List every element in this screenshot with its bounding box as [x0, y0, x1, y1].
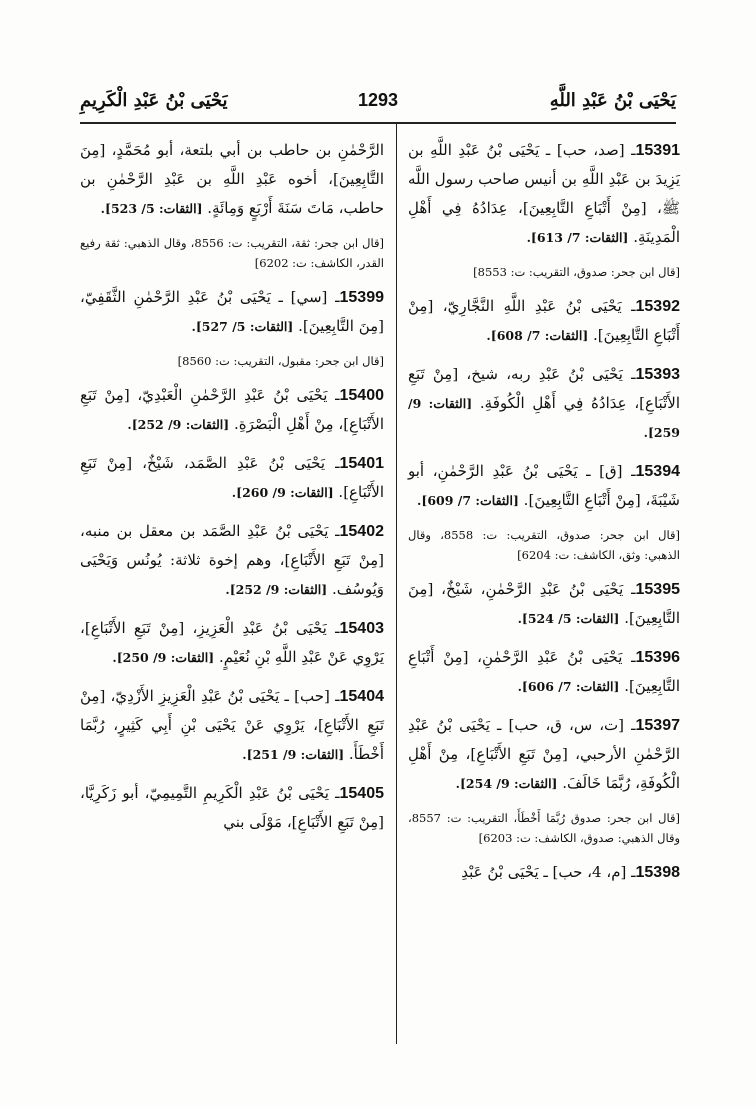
- biography-entry: [80, 283, 384, 341]
- entry-text: ـ يَحْيَى بْنُ عَبْدِ ربه، شيخ، [مِنْ تَبَعِ الأَتْبَاعِ]، عِدَادُهُ فِي أَهْلِ الْكُوفَةِ.: [408, 365, 680, 412]
- entry-number: 15396: [635, 649, 680, 666]
- source-reference: [الثقات: 7/ 606].: [517, 679, 620, 694]
- entry-number: 15404: [339, 688, 384, 705]
- entry-text: ـ [صد، حب] ـ يَحْيَى بْنُ عَبْدِ اللَّهِ بن يَزِيدَ بن عَبْدِ اللَّهِ بن أنيس صاحب رسول اللَّه ﷺ، [مِنْ أَتْبَاعِ التَّابِعِينَ]، عِدَادُهُ فِي أَهْلِ الْمَدِينَةِ.: [408, 141, 680, 246]
- source-reference: [الثقات: 9/ 259].: [408, 396, 680, 440]
- source-reference: [الثقات: 9/ 254].: [455, 776, 558, 791]
- citation-note: [قال ابن جحر: مقبول، التقريب: ت: 8560]: [177, 354, 384, 368]
- biography-entry: [80, 682, 384, 769]
- entry-number: 15398: [635, 864, 680, 881]
- entry-number: 15399: [339, 289, 384, 306]
- entry-number: 15401: [339, 455, 384, 472]
- source-reference: [الثقات: 9/ 250].: [112, 650, 215, 665]
- biography-entry: [80, 517, 384, 604]
- biography-entry: [408, 643, 680, 701]
- source-reference: [الثقات: 9/ 252].: [225, 582, 328, 597]
- biography-entry: [408, 575, 680, 633]
- biography-entry: [408, 292, 680, 350]
- source-reference: [الثقات: 9/ 251].: [242, 747, 345, 762]
- biography-entry: [80, 449, 384, 507]
- entry-text: ـ يَحْيَى بْنُ عَبْدِ الْعَزِيزِ، [مِنْ تَبَعِ الأَتْبَاعِ]، يَرْوِي عَنْ عَبْدِ اللَّهِ بْنِ نُعَيْمٍ.: [80, 619, 384, 666]
- biography-entry: [408, 136, 680, 252]
- running-title-right: يَحْيَى بْنُ عَبْدِ اللَّهِ: [549, 90, 676, 111]
- biography-entry: [408, 711, 680, 798]
- biography-entry: [408, 457, 680, 515]
- entry-text: ـ [م، 4، حب] ـ يَحْيَى بْنُ عَبْدِ: [461, 863, 636, 881]
- citation-note: [قال ابن جحر: ثقة، التقريب: ت: 8556، وقال الذهبي: ثقة رفيع القدر، الكاشف: ت: 6202]: [80, 236, 384, 270]
- biography-entry: [80, 136, 384, 223]
- entry-text: ـ يَحْيَى بْنُ عَبْدِ الرَّحْمٰنِ، [مِنْ أَتْبَاعِ التَّابِعِينَ].: [408, 648, 680, 695]
- source-reference: [الثقات: 7/ 609].: [417, 493, 519, 508]
- right-column: [408, 136, 680, 897]
- source-reference: [الثقات: 9/ 252].: [127, 417, 230, 432]
- citation-note: [قال ابن جحر: صدوق، التقريب: ت: 8553]: [473, 265, 680, 279]
- entry-number: 15403: [339, 620, 384, 637]
- source-reference: [الثقات: 5/ 524].: [517, 611, 620, 626]
- source-reference: [الثقات: 5/ 523].: [100, 201, 203, 216]
- left-column: [80, 136, 384, 847]
- entry-number: 15405: [339, 785, 384, 802]
- entry-text: ـ يَحْيَى بْنُ عَبْدِ الصَّمَد، شَيْخٌ، [مِنْ تَبَعِ الأَتْبَاعِ].: [80, 454, 384, 501]
- entry-number: 15392: [635, 298, 680, 315]
- entry-text: ـ يَحْيَى بْنُ عَبْدِ الْكَرِيمِ التَّمِيمِيّ، أبو زَكَرِيَّا، [مِنْ تَبَعِ الأَتْبَاعِ]، مَوْلَى بني: [80, 784, 384, 831]
- column-divider: [396, 124, 397, 1044]
- header-rule: [80, 122, 676, 124]
- entry-number: 15394: [635, 463, 680, 480]
- source-reference: [الثقات: 7/ 613].: [526, 230, 629, 245]
- entry-text: ـ يَحْيَى بْنُ عَبْدِ الرَّحْمٰنِ، شَيْخٌ، [مِنَ التَّابِعِينَ].: [408, 580, 680, 627]
- citation-note: [قال ابن جحر: صدوق، التقريب: ت: 8558، وقال الذهبي: وثق، الكاشف: ت: 6204]: [408, 528, 680, 562]
- citation-note: [قال ابن جحر: صدوق رُبَّمَا أَخْطَأَ، التقريب: ت: 8557، وقال الذهبي: صدوق، الكاشف: ت: 6203]: [408, 811, 680, 845]
- source-reference: [الثقات: 9/ 260].: [231, 485, 334, 500]
- biography-entry: [80, 381, 384, 439]
- entry-text: ـ يَحْيَى بْنُ عَبْدِ الرَّحْمٰنِ الْعَبْدِيّ، [مِنْ تَبَعِ الأَتْبَاعِ]، مِنْ أَهْلِ الْبَصْرَةِ.: [80, 386, 384, 433]
- entry-text: ـ [ت، س، ق، حب] ـ يَحْيَى بْنُ عَبْدِ الرَّحْمٰنِ الأرحبي، [مِنْ تَبَعِ الأَتْبَاعِ]، مِنْ أَهْلِ الْكُوفَةِ، رُبَّمَا خَالَفَ.: [408, 716, 680, 792]
- running-title-left: يَحْيَى بْنُ عَبْدِ الْكَرِيمِ: [80, 90, 228, 111]
- entry-number: 15400: [339, 387, 384, 404]
- biography-entry: [408, 360, 680, 447]
- page-number: 1293: [357, 90, 399, 110]
- entry-number: 15391: [635, 142, 680, 159]
- source-reference: [الثقات: 7/ 608].: [486, 328, 589, 343]
- biography-entry: [80, 779, 384, 837]
- entry-text: ـ يَحْيَى بْنُ عَبْدِ اللَّهِ النَّجَّارِيّ، [مِنْ أَتْبَاعِ التَّابِعِينَ].: [408, 297, 680, 344]
- entry-text: ـ يَحْيَى بْنُ عَبْدِ الصَّمَد بن معقل بن منبه، [مِنْ تَبَعِ الأَتْبَاعِ]، وهم إخوة ثلاثة: يُونُس وَيَحْيَى وَيُوسُف.: [80, 522, 384, 598]
- entry-number: 15402: [339, 523, 384, 540]
- entry-number: 15395: [635, 581, 680, 598]
- entry-text: ـ [ق] ـ يَحْيَى بْنُ عَبْدِ الرَّحْمٰنِ، أبو شَيْبَةَ، [مِنْ أَتْبَاعِ التَّابِعِينَ].: [408, 462, 680, 509]
- biography-entry: [80, 614, 384, 672]
- entry-number: 15397: [635, 717, 680, 734]
- entry-text: ـ [حب] ـ يَحْيَى بْنُ عَبْدِ الْعَزِيزِ الأَزْدِيّ، [مِنْ تَبَعِ الأَتْبَاعِ]، يَرْوِي عَنْ يَحْيَى بْنِ أَبِي كَثِيرٍ، رُبَّمَا أَخْطَأَ.: [80, 687, 384, 763]
- biography-entry: [408, 858, 680, 887]
- entry-number: 15393: [635, 366, 680, 383]
- page-header: [80, 82, 676, 122]
- entry-text: الرَّحْمٰنِ بن حاطب بن أبي بلتعة، أبو مُحَمَّدٍ، [مِنَ التَّابِعِينَ]، أخوه عَبْدِ اللَّهِ بن عَبْدِ الرَّحْمٰنِ بن حاطب، مَاتَ سَنَةَ أَرْبَعٍ وَمِائَةٍ.: [80, 141, 384, 217]
- source-reference: [الثقات: 5/ 527].: [191, 319, 294, 334]
- entry-text: ـ [سي] ـ يَحْيَى بْنُ عَبْدِ الرَّحْمٰنِ الثَّقَفِيّ، [مِنَ التَّابِعِينَ].: [80, 288, 384, 335]
